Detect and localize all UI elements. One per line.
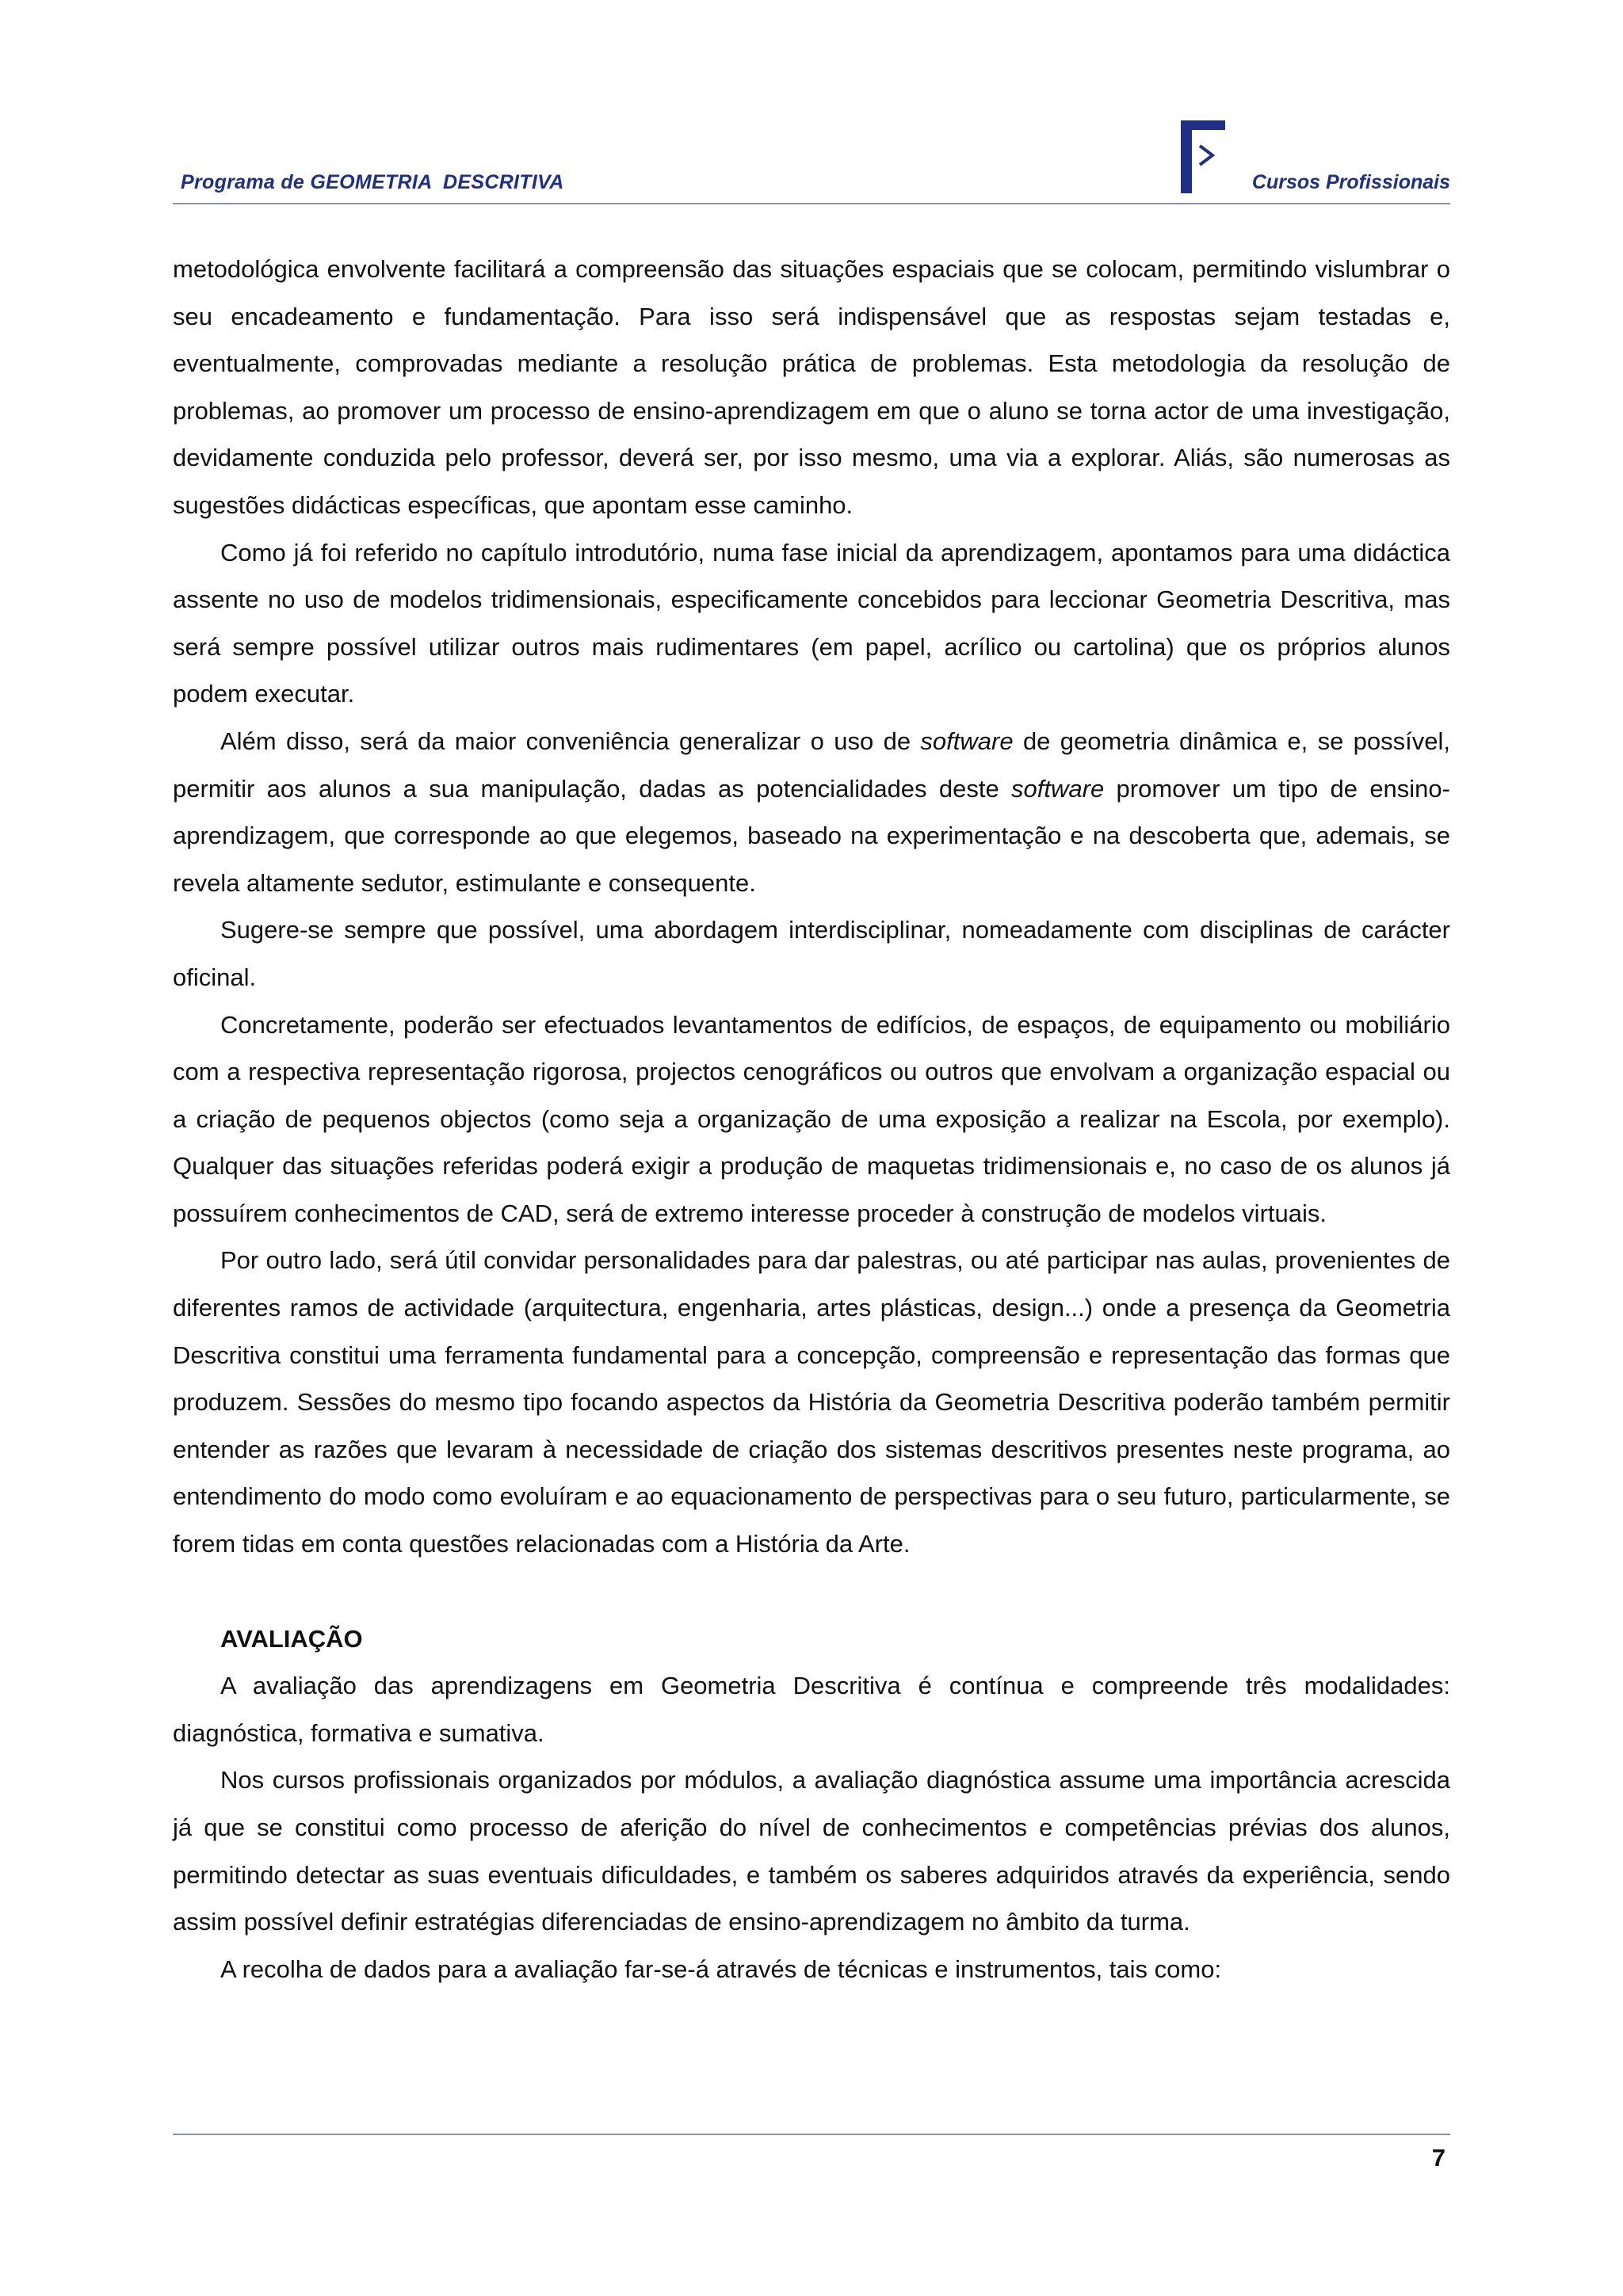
body-paragraph-software: [173, 718, 1450, 906]
software-paragraph-part-1: Além disso, será da maior conveniência generalizar o uso de: [220, 727, 921, 755]
body-paragraph-concretamente: Concretamente, poderão ser efectuados levantamentos de edifícios, de espaços, de equipamento ou mobiliário com a respectiva representação rigorosa, projectos cenográficos ou outros que envolvam a organização espacial ou a criação de pequenos objectos (como seja a organização de uma exposição a realizar na Escola, por exemplo). Qualquer das situações referidas poderá exigir a produção de maquetas tridimensionais e, no caso de os alunos já possuírem conhecimentos de CAD, será de extremo interesse proceder à construção de modelos virtuais.: [173, 1010, 1450, 1227]
document-header-title: Programa de GEOMETRIA DESCRITIVA: [181, 171, 564, 193]
software-emphasis-1: software: [920, 727, 1014, 755]
body-paragraph-2: Como já foi referido no capítulo introdutório, numa fase inicial da aprendizagem, apontamos para uma didáctica assente no uso de modelos tridimensionais, especificamente concebidos para leccionar Geometria Descritiva, mas será sempre possível utilizar outros mais rudimentares (em papel, acrílico ou cartolina) que os próprios alunos podem executar.: [173, 538, 1450, 708]
document-body: [173, 246, 1450, 1993]
software-paragraph-part-2: de geometria dinâmica e, se possível, permitir aos alunos a sua manipulação, dadas as potencialidades deste: [173, 727, 1450, 803]
document-header-right-label: Cursos Profissionais: [1251, 171, 1450, 193]
body-paragraph-palestras: Por outro lado, será útil convidar personalidades para dar palestras, ou até participar nas aulas, provenientes de diferentes ramos de actividade (arquitectura, engenharia, artes plásticas, design...) onde a presença da Geometria Descritiva constitui uma ferramenta fundamental para a concepção, compreensão e representação das formas que produzem. Sessões do mesmo tipo focando aspectos da História da Geometria Descritiva poderão também permitir entender as razões que levaram à necessidade de criação dos sistemas descritivos presentes neste programa, ao entendimento do modo como evoluíram e ao equacionamento de perspectivas para o seu futuro, particularmente, se forem tidas em conta questões relacionadas com a História da Arte.: [173, 1246, 1450, 1558]
avaliacao-paragraph-1: A avaliação das aprendizagens em Geometria Descritiva é contínua e compreende três modalidades: diagnóstica, formativa e sumativa.: [173, 1672, 1450, 1747]
page-number: 7: [1431, 2144, 1445, 2172]
section-heading-avaliacao: AVALIAÇÃO: [220, 1624, 363, 1653]
body-paragraph-interdisciplinar: Sugere-se sempre que possível, uma abordagem interdisciplinar, nomeadamente com disciplinas de carácter oficinal.: [173, 916, 1450, 991]
cursos-profissionais-logo-icon: [1181, 120, 1228, 193]
footer-divider: [173, 2134, 1450, 2135]
header-divider: [173, 203, 1450, 204]
software-paragraph-part-3: promover um tipo de ensino-aprendizagem, que corresponde ao que elegemos, baseado na experimentação e na descoberta que, ademais, se revela altamente sedutor, estimulante e consequente.: [173, 774, 1450, 897]
body-paragraph-1: metodológica envolvente facilitará a compreensão das situações espaciais que se colocam, permitindo vislumbrar o seu encadeamento e fundamentação. Para isso será indispensável que as respostas sejam testadas e, eventualmente, comprovadas mediante a resolução prática de problemas. Esta metodologia da resolução de problemas, ao promover um processo de ensino-aprendizagem em que o aluno se torna actor de uma investigação, devidamente conduzida pelo professor, deverá ser, por isso mesmo, uma via a explorar. Aliás, são numerosas as sugestões didácticas específicas, que apontam esse caminho.: [173, 255, 1450, 519]
avaliacao-paragraph-3: A recolha de dados para a avaliação far-se-á através de técnicas e instrumentos, tais como:: [220, 1955, 1222, 1983]
avaliacao-paragraph-2: Nos cursos profissionais organizados por módulos, a avaliação diagnóstica assume uma importância acrescida já que se constitui como processo de aferição do nível de conhecimentos e competências prévias dos alunos, permitindo detectar as suas eventuais dificuldades, e também os saberes adquiridos através da experiência, sendo assim possível definir estratégias diferenciadas de ensino-aprendizagem no âmbito da turma.: [173, 1766, 1450, 1936]
software-emphasis-2: software: [1011, 774, 1105, 803]
